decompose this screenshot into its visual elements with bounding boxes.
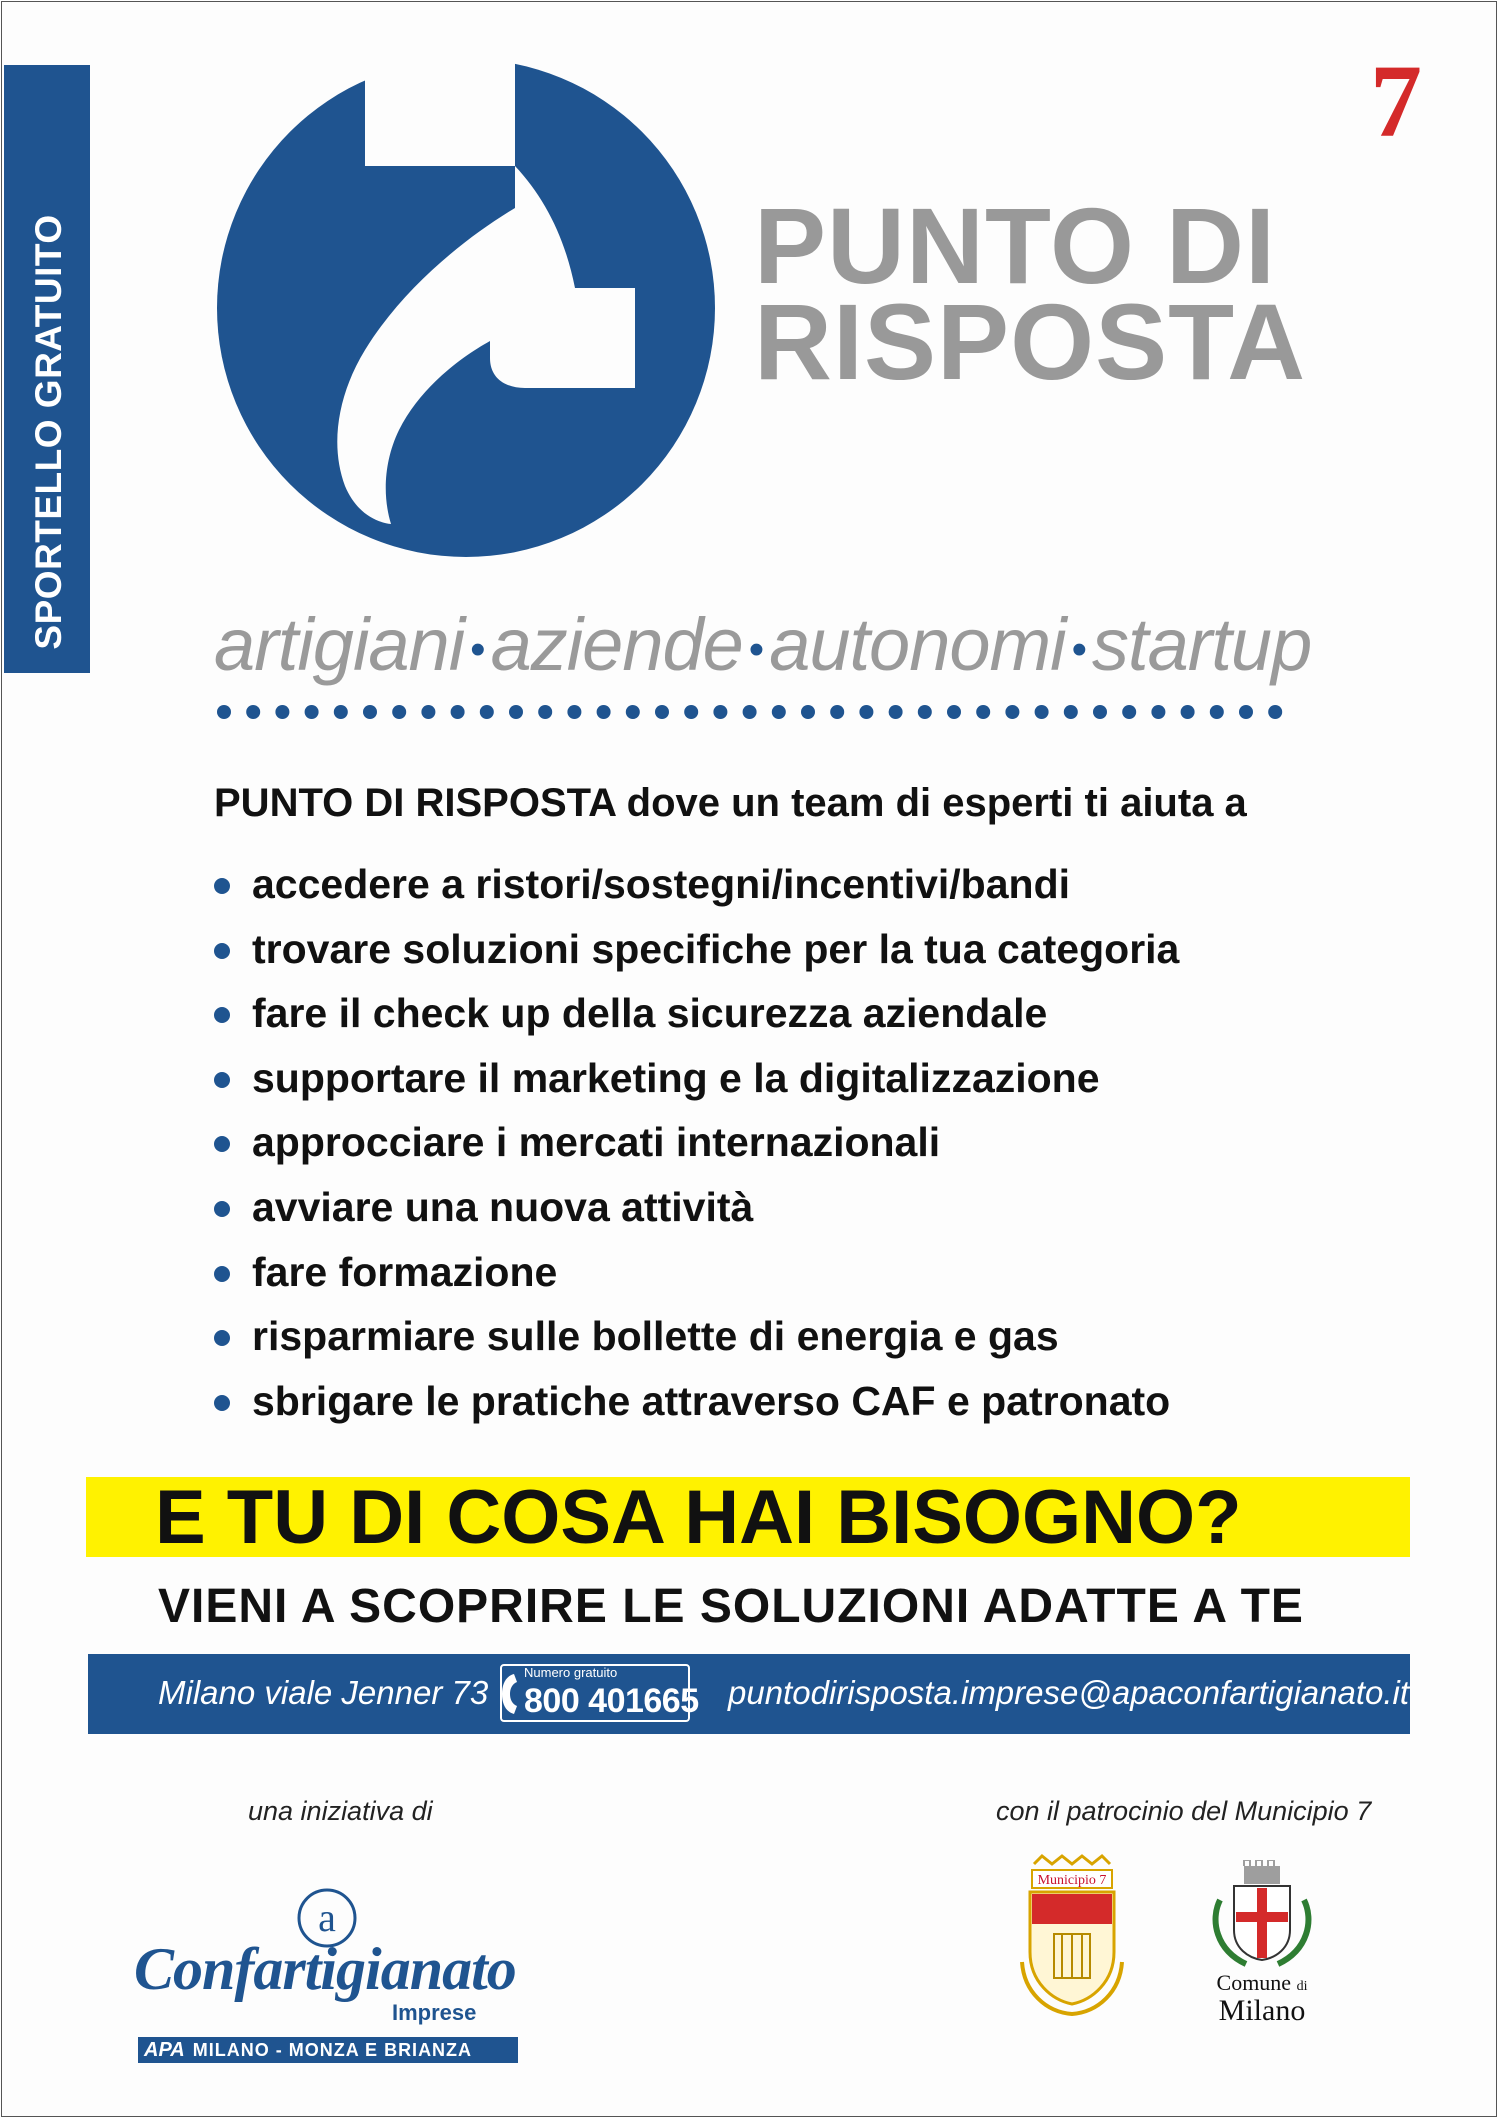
divider-dot <box>392 705 406 719</box>
list-item <box>214 858 1179 923</box>
list-item <box>214 923 1179 988</box>
bullet-icon <box>214 1007 230 1023</box>
divider-dot <box>538 705 552 719</box>
divider-dot <box>334 705 348 719</box>
divider-dot <box>947 705 961 719</box>
divider-dot <box>451 705 465 719</box>
bullet-dot-icon: • <box>748 625 764 675</box>
title-line-2: RISPOSTA <box>754 281 1307 402</box>
divider-dot <box>305 705 319 719</box>
tagline-word: aziende <box>490 603 743 686</box>
comune-line-2: Milano <box>1218 1994 1306 2027</box>
divider-dot <box>567 705 581 719</box>
divider-dot <box>655 705 669 719</box>
list-item <box>214 1116 1179 1181</box>
intro-text: PUNTO DI RISPOSTA dove un team di esperti ti aiuta a <box>214 781 1247 825</box>
divider-dot <box>1210 705 1224 719</box>
subquestion: VIENI A SCOPRIRE LE SOLUZIONI ADATTE A TE <box>158 1580 1304 1633</box>
list-item-text: avviare una nuova attività <box>252 1183 754 1230</box>
apa-region: MILANO - MONZA E BRIANZA <box>192 2040 473 2060</box>
divider-dot <box>859 705 873 719</box>
services-list <box>214 858 1179 1439</box>
divider-dot <box>743 705 757 719</box>
divider-dot <box>918 705 932 719</box>
municipio-crest-icon <box>1012 1852 1132 2022</box>
divider-dot <box>1005 705 1019 719</box>
phone-label: Numero gratuito <box>524 1665 618 1680</box>
tagline-word: artigiani <box>214 603 465 686</box>
divider-dot <box>976 705 990 719</box>
comune-line-1: Comune <box>1216 1970 1292 1995</box>
bullet-icon <box>214 1266 230 1282</box>
bullet-icon <box>214 878 230 894</box>
list-item <box>214 1375 1179 1440</box>
list-item <box>214 1310 1179 1375</box>
apa-logo-text: APA <box>144 2039 185 2061</box>
bullet-icon <box>214 1330 230 1346</box>
address: Milano viale Jenner 73 <box>158 1674 489 1711</box>
patronage-label: con il patrocinio del Municipio 7 <box>996 1796 1372 1826</box>
bullet-dot-icon: • <box>470 625 485 675</box>
divider-dot <box>1151 705 1165 719</box>
question-mark-logo-icon <box>215 58 717 558</box>
side-banner-text: SPORTELLO GRATUITO <box>28 214 69 650</box>
divider-dot <box>889 705 903 719</box>
divider-dot <box>1181 705 1195 719</box>
list-item <box>214 1052 1179 1117</box>
bullet-icon <box>214 1136 230 1152</box>
bullet-dot-icon: • <box>1071 625 1087 675</box>
divider-dot <box>421 705 435 719</box>
list-item <box>214 987 1179 1052</box>
bullet-icon <box>214 1201 230 1217</box>
bullet-icon <box>214 1072 230 1088</box>
page-title <box>754 185 1307 402</box>
divider-dot <box>597 705 611 719</box>
divider-dot <box>830 705 844 719</box>
title-line-1: PUNTO DI <box>754 185 1277 306</box>
side-banner <box>4 65 90 673</box>
divider-dot <box>1035 705 1049 719</box>
divider-dot <box>1093 705 1107 719</box>
list-item-text: accedere a ristori/sostegni/incentivi/bandi <box>252 861 1070 907</box>
email-link[interactable]: puntodirisposta.imprese@apaconfartigianato.it <box>728 1674 1410 1711</box>
divider-dot <box>1064 705 1078 719</box>
list-item-text: fare formazione <box>252 1248 558 1295</box>
list-item-text: risparmiare sulle bollette di energia e gas <box>252 1313 1059 1360</box>
comune-crest-icon <box>1206 1860 1318 1972</box>
bullet-icon <box>214 943 230 959</box>
apa-bar <box>138 2037 518 2063</box>
phone-number: 800 401665 <box>524 1682 699 1720</box>
divider-dot <box>772 705 786 719</box>
municipio-crest-label: Municipio 7 <box>1037 1873 1107 1888</box>
list-item-text: supportare il marketing e la digitalizzazione <box>252 1054 1100 1101</box>
divider-dot <box>363 705 377 719</box>
list-item <box>214 1246 1179 1311</box>
tagline <box>214 603 1312 686</box>
question-heading: E TU DI COSA HAI BISOGNO? <box>155 1475 1242 1560</box>
list-item <box>214 1181 1179 1246</box>
svg-text:a: a <box>318 1895 336 1940</box>
tagline-word: autonomi <box>769 603 1066 686</box>
dotted-divider <box>216 702 1298 722</box>
divider-dot <box>480 705 494 719</box>
page-number: 7 <box>1370 44 1422 159</box>
divider-dot <box>1122 705 1136 719</box>
confartigianato-subtitle: Imprese <box>392 2000 477 2025</box>
list-item-text: sbrigare le pratiche attraverso CAF e patronato <box>252 1377 1171 1424</box>
tagline-word: startup <box>1092 603 1312 686</box>
divider-dot <box>1268 705 1282 719</box>
initiative-label: una iniziativa di <box>248 1796 433 1826</box>
divider-dot <box>684 705 698 719</box>
comune-di: di <box>1296 1979 1308 1994</box>
comune-label <box>1206 1972 1318 2026</box>
phone-box[interactable] <box>500 1664 699 1722</box>
divider-dot <box>217 705 231 719</box>
poster <box>1 1 1497 2117</box>
list-item-text: fare il check up della sicurezza aziendale <box>252 990 1048 1037</box>
list-item-text: trovare soluzioni specifiche per la tua categoria <box>252 925 1180 972</box>
list-item-text: approcciare i mercati internazionali <box>252 1119 941 1166</box>
divider-dot <box>1239 705 1253 719</box>
divider-dot <box>713 705 727 719</box>
divider-dot <box>509 705 523 719</box>
divider-dot <box>801 705 815 719</box>
divider-dot <box>626 705 640 719</box>
divider-dot <box>275 705 289 719</box>
divider-dot <box>246 705 260 719</box>
contact-bar <box>88 1654 1410 1734</box>
bullet-icon <box>214 1395 230 1411</box>
confartigianato-logo-text: Confartigianato <box>134 1936 516 2002</box>
phone-icon <box>500 1672 524 1716</box>
